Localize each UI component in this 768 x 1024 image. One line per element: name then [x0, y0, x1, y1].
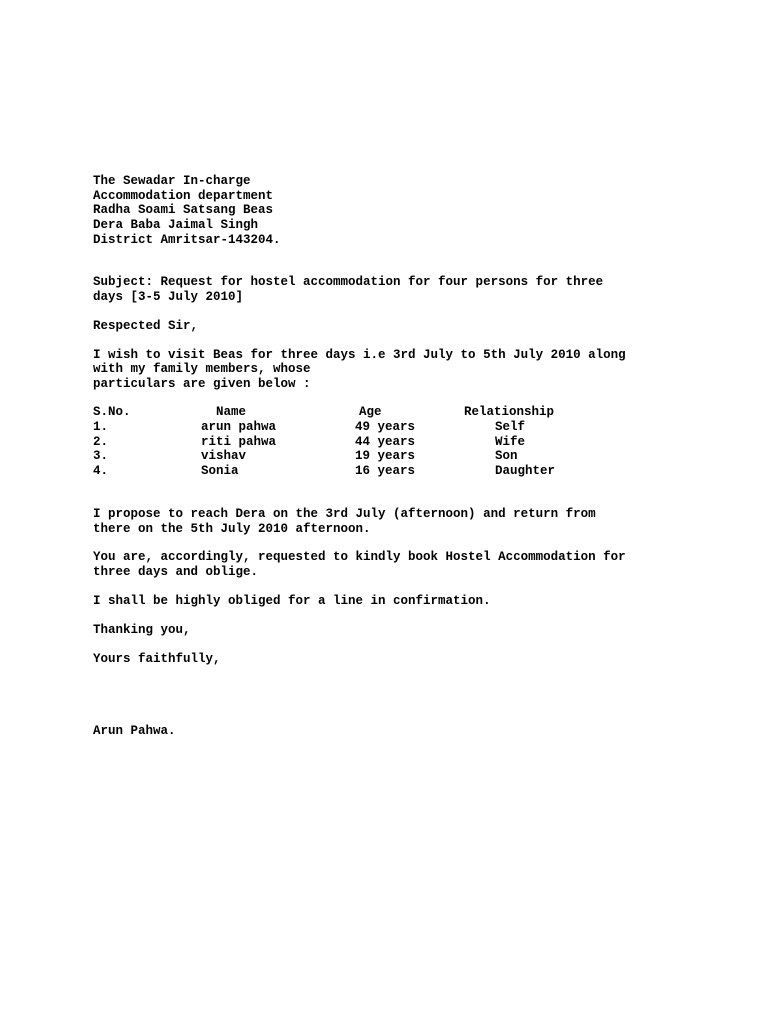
- cell-name: Sonia: [201, 464, 239, 478]
- cell-age: 49 years: [355, 420, 416, 434]
- header-relationship: Relationship: [464, 405, 555, 419]
- cell-sno: 4.: [93, 464, 109, 478]
- address-line-1: The Sewadar In-charge: [93, 174, 251, 188]
- closing-line: Yours faithfully,: [93, 652, 221, 666]
- subject-line-1: Subject: Request for hostel accommodation for four persons for three: [93, 275, 604, 289]
- address-line-4: Dera Baba Jaimal Singh: [93, 218, 259, 232]
- request-line-1: You are, accordingly, requested to kindly book Hostel Accommodation for: [93, 550, 626, 564]
- subject-line-2: days [3-5 July 2010]: [93, 290, 244, 304]
- cell-relationship: Wife: [495, 435, 526, 449]
- cell-relationship: Son: [495, 449, 518, 463]
- header-sno: S.No.: [93, 405, 131, 419]
- arrival-line-2: there on the 5th July 2010 afternoon.: [93, 522, 371, 536]
- cell-relationship: Daughter: [495, 464, 556, 478]
- cell-age: 16 years: [355, 464, 416, 478]
- address-line-3: Radha Soami Satsang Beas: [93, 203, 274, 217]
- confirmation-line: I shall be highly obliged for a line in confirmation.: [93, 594, 491, 608]
- signature-name: Arun Pahwa.: [93, 724, 176, 738]
- cell-sno: 3.: [93, 449, 109, 463]
- intro-line-1: I wish to visit Beas for three days i.e 3rd July to 5th July 2010 along: [93, 348, 626, 362]
- header-age: Age: [359, 405, 382, 419]
- intro-line-3: particulars are given below :: [93, 377, 311, 391]
- cell-age: 19 years: [355, 449, 416, 463]
- thanks-line: Thanking you,: [93, 623, 191, 637]
- cell-sno: 1.: [93, 420, 109, 434]
- address-line-5: District Amritsar-143204.: [93, 233, 281, 247]
- cell-name: riti pahwa: [201, 435, 277, 449]
- intro-line-2: with my family members, whose: [93, 362, 311, 376]
- request-line-2: three days and oblige.: [93, 565, 259, 579]
- salutation: Respected Sir,: [93, 319, 199, 333]
- cell-name: arun pahwa: [201, 420, 277, 434]
- header-name: Name: [216, 405, 247, 419]
- cell-age: 44 years: [355, 435, 416, 449]
- arrival-line-1: I propose to reach Dera on the 3rd July (afternoon) and return from: [93, 507, 596, 521]
- cell-sno: 2.: [93, 435, 109, 449]
- cell-relationship: Self: [495, 420, 526, 434]
- address-line-2: Accommodation department: [93, 189, 274, 203]
- cell-name: vishav: [201, 449, 247, 463]
